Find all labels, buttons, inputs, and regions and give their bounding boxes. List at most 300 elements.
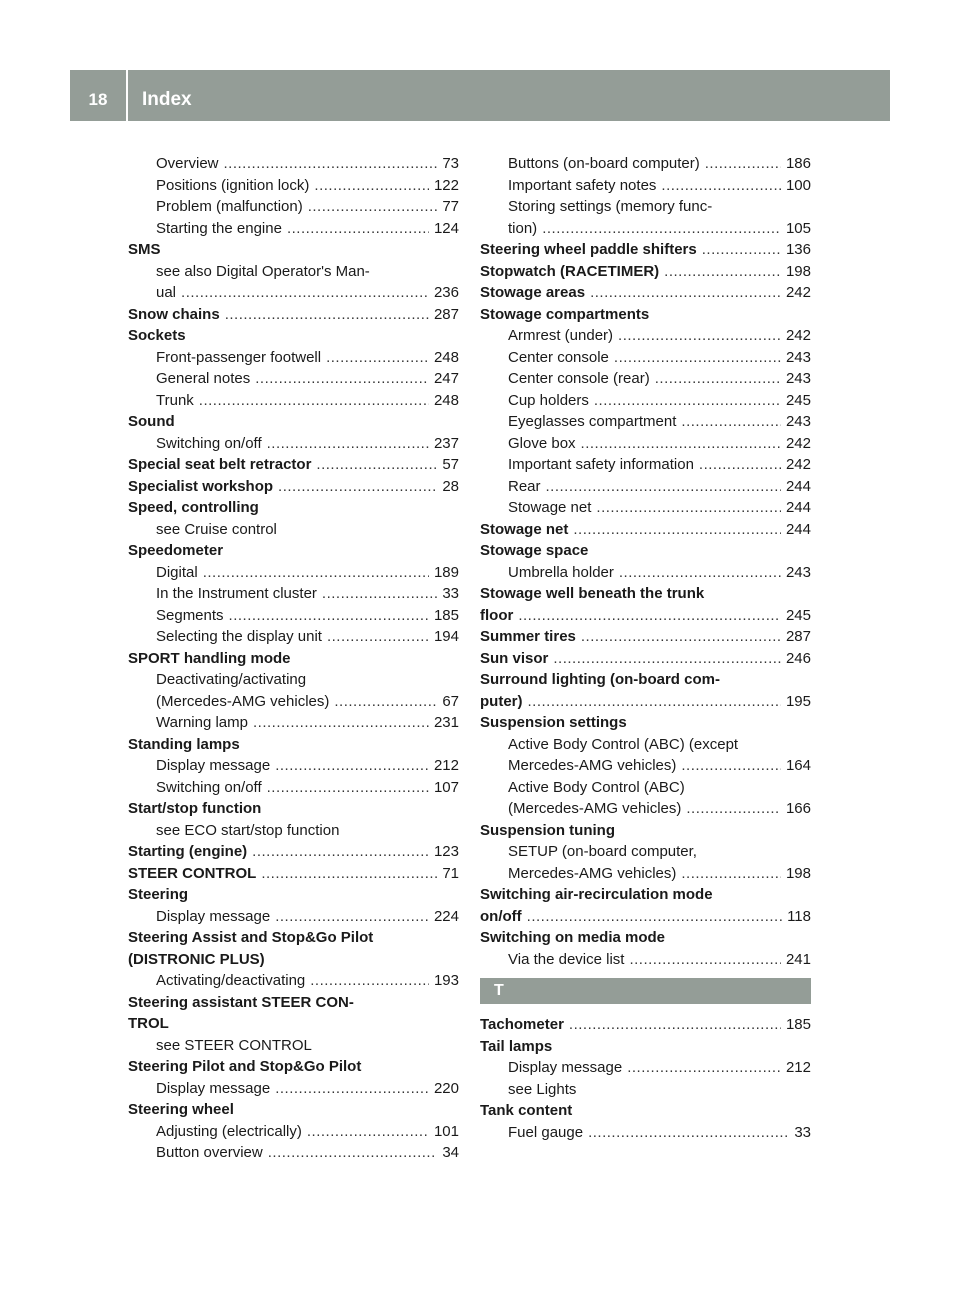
index-heading-stowage-areas: [480, 282, 811, 304]
index-subentry-eyeglasses-compartment: [480, 411, 811, 433]
page-reference: 243: [785, 348, 811, 366]
dot-leader: [569, 1014, 781, 1036]
page-reference: 166: [785, 800, 811, 817]
page-reference: 105: [785, 219, 811, 237]
entry-text: Mercedes-AMG vehicles): [508, 757, 677, 774]
page-reference: 242: [785, 456, 811, 473]
page-reference: 244: [785, 499, 811, 516]
dot-leader: [199, 390, 429, 412]
page-reference: 245: [785, 606, 811, 624]
index-heading-sound: [128, 411, 459, 433]
index-column-right: [480, 153, 811, 1143]
dot-leader: [275, 906, 429, 928]
page-reference: 248: [433, 348, 459, 366]
index-subentry-active-body-control-abc-except: [480, 734, 811, 756]
page-reference: 198: [785, 262, 811, 280]
page-reference: 244: [785, 477, 811, 495]
entry-text: Switching on/off: [156, 778, 262, 796]
header-divider: [126, 70, 128, 121]
entry-text: Starting (engine): [128, 843, 248, 860]
page-reference: 122: [433, 176, 459, 194]
entry-text: Positions (ignition lock): [156, 176, 310, 194]
index-heading-snow-chains: [128, 304, 459, 326]
page-header: [70, 70, 890, 121]
dot-leader: [316, 454, 437, 476]
index-heading-trol: [128, 1013, 459, 1035]
index-heading-speed-controlling: [128, 497, 459, 519]
entry-text: Stowage compartments: [480, 305, 650, 323]
dot-leader: [681, 755, 781, 777]
index-subentry-stowage-net: [480, 497, 811, 519]
index-heading-suspension-tuning: [480, 820, 811, 842]
index-heading-stowage-net: [480, 519, 811, 541]
dot-leader: [310, 970, 429, 992]
entry-text: Display message: [508, 1059, 623, 1076]
dot-leader: [275, 755, 429, 777]
entry-text: Warning lamp: [156, 714, 248, 731]
entry-text: Trunk: [156, 391, 194, 409]
entry-text: Adjusting (electrically): [156, 1122, 302, 1140]
index-heading-steer-control: [128, 863, 459, 885]
page-reference: 248: [433, 391, 459, 409]
index-subentry-rear: [480, 476, 811, 498]
entry-text: Steering: [128, 886, 189, 903]
index-heading-puter: [480, 691, 811, 713]
page-reference: 212: [433, 757, 459, 774]
dot-leader: [681, 411, 781, 433]
entry-text: Armrest (under): [508, 327, 614, 344]
entry-text: Selecting the display unit: [156, 628, 322, 645]
entry-text: Steering Assist and Stop&Go Pilot: [128, 929, 374, 946]
index-subentry-buttons-on-board-computer: [480, 153, 811, 175]
page-reference: 246: [785, 649, 811, 667]
page-reference: 237: [433, 434, 459, 452]
entry-text: Stowage net: [480, 520, 569, 538]
dot-leader: [596, 497, 781, 519]
page-reference: 185: [433, 606, 459, 624]
page-reference: 212: [785, 1059, 811, 1076]
dot-leader: [681, 863, 781, 885]
index-subentry-armrest-under: [480, 325, 811, 347]
page-reference: 34: [442, 1144, 459, 1161]
page-reference: 101: [433, 1122, 459, 1140]
entry-text: Digital: [156, 563, 198, 581]
index-subentry-positions-ignition-lock: [128, 175, 459, 197]
dot-leader: [618, 325, 781, 347]
dot-leader: [229, 605, 429, 627]
page-reference: 71: [442, 864, 459, 882]
dot-leader: [705, 153, 781, 175]
dot-leader: [661, 175, 781, 197]
index-heading-tail-lamps: [480, 1036, 811, 1058]
entry-text: Active Body Control (ABC) (except: [508, 735, 739, 753]
entry-text: STEER CONTROL: [128, 864, 257, 882]
index-heading-steering: [128, 884, 459, 906]
index-subentry-center-console-rear: [480, 368, 811, 390]
index-heading-steering-pilot-and-stop-go-pilot: [128, 1056, 459, 1078]
entry-text: Button overview: [156, 1144, 263, 1161]
page-reference: 73: [442, 155, 459, 172]
index-subentry-setup-on-board-computer: [480, 841, 811, 863]
index-subentry-active-body-control-abc: [480, 777, 811, 799]
entry-text: Front-passenger footwell: [156, 348, 322, 366]
index-subentry-mercedes-amg-vehicles: [480, 863, 811, 885]
index-heading-sun-visor: [480, 648, 811, 670]
dot-leader: [528, 691, 781, 713]
entry-text: Standing lamps: [128, 735, 240, 753]
entry-text: ual: [156, 284, 177, 301]
entry-text: SPORT handling mode: [128, 649, 291, 667]
index-subentry-segments: [128, 605, 459, 627]
index-heading-sport-handling-mode: [128, 648, 459, 670]
index-heading-suspension-settings: [480, 712, 811, 734]
entry-text: Stopwatch (RACETIMER): [480, 262, 660, 280]
index-subentry-selecting-the-display-unit: [128, 626, 459, 648]
index-subentry-display-message: [128, 1078, 459, 1100]
index-heading-special-seat-belt-retractor: [128, 454, 459, 476]
dot-leader: [553, 648, 781, 670]
entry-text: Tail lamps: [480, 1037, 553, 1055]
index-subentry-front-passenger-footwell: [128, 347, 459, 369]
page-reference: 123: [433, 843, 459, 860]
entry-text: Sockets: [128, 327, 186, 344]
entry-text: Steering assistant STEER CON-: [128, 993, 354, 1011]
page-reference: 107: [433, 778, 459, 796]
page-reference: 194: [433, 628, 459, 645]
dot-leader: [614, 347, 781, 369]
index-subentry-see-cruise-control: [128, 519, 459, 541]
entry-text: Stowage areas: [480, 284, 586, 301]
entry-text: Overview: [156, 155, 219, 172]
dot-leader: [629, 949, 781, 971]
index-subentry-ual: [128, 282, 459, 304]
index-subentry-glove-box: [480, 433, 811, 455]
page-reference: 242: [785, 434, 811, 452]
entry-text: Via the device list: [508, 950, 625, 968]
dot-leader: [527, 906, 782, 928]
page-reference: 136: [785, 241, 811, 258]
page-reference: 118: [787, 907, 811, 925]
page-reference: 164: [785, 757, 811, 774]
dot-leader: [518, 605, 781, 627]
entry-text: Storing settings (memory func-: [508, 198, 713, 215]
entry-text: Active Body Control (ABC): [508, 778, 685, 796]
entry-text: Switching air-recirculation mode: [480, 886, 713, 903]
entry-text: see Lights: [508, 1080, 577, 1098]
entry-text: Starting the engine: [156, 219, 282, 237]
page-reference: 236: [433, 284, 459, 301]
entry-text: SETUP (on-board computer,: [508, 843, 697, 860]
entry-text: see STEER CONTROL: [156, 1036, 312, 1054]
entry-text: tion): [508, 219, 538, 237]
entry-text: Steering wheel: [128, 1101, 234, 1118]
entry-text: Cup holders: [508, 391, 589, 409]
page-reference: 243: [785, 413, 811, 430]
index-subentry-cup-holders: [480, 390, 811, 412]
dot-leader: [588, 1122, 789, 1144]
entry-text: Stowage well beneath the trunk: [480, 585, 705, 602]
entry-text: Important safety notes: [508, 176, 657, 194]
dot-leader: [278, 476, 437, 498]
index-subentry-digital: [128, 562, 459, 584]
index-heading-start-stop-function: [128, 798, 459, 820]
entry-text: Center console: [508, 348, 609, 366]
entry-text: Special seat belt retractor: [128, 456, 312, 473]
dot-leader: [581, 626, 781, 648]
index-subentry-important-safety-notes: [480, 175, 811, 197]
index-subentry-activating-deactivating: [128, 970, 459, 992]
dot-leader: [287, 218, 429, 240]
index-subentry-display-message: [480, 1057, 811, 1079]
entry-text: Center console (rear): [508, 370, 650, 387]
entry-text: Activating/deactivating: [156, 972, 306, 989]
entry-text: Start/stop function: [128, 800, 262, 817]
entry-text: on/off: [480, 907, 522, 925]
dot-leader: [314, 175, 429, 197]
dot-leader: [275, 1078, 429, 1100]
entry-text: Umbrella holder: [508, 563, 614, 581]
index-heading-speedometer: [128, 540, 459, 562]
dot-leader: [181, 282, 429, 304]
page-reference: 186: [785, 155, 811, 172]
page-number: 18: [88, 90, 108, 109]
dot-leader: [327, 626, 429, 648]
dot-leader: [590, 282, 781, 304]
index-heading-stowage-compartments: [480, 304, 811, 326]
dot-leader: [581, 433, 781, 455]
page-reference: 224: [433, 907, 459, 925]
entry-text: Rear: [508, 477, 541, 495]
page-reference: 195: [785, 692, 811, 710]
dot-leader: [307, 1121, 429, 1143]
dot-leader: [655, 368, 781, 390]
dot-leader: [702, 239, 781, 261]
index-subentry-important-safety-information: [480, 454, 811, 476]
dot-leader: [594, 390, 781, 412]
dot-leader: [225, 304, 429, 326]
index-subentry-see-also-digital-operator-s-man: [128, 261, 459, 283]
entry-text: Eyeglasses compartment: [508, 413, 677, 430]
dot-leader: [203, 562, 429, 584]
entry-text: see also Digital Operator's Man-: [156, 262, 370, 280]
entry-text: Surround lighting (on-board com-: [480, 671, 720, 688]
dot-leader: [252, 841, 429, 863]
index-subentry-center-console: [480, 347, 811, 369]
dot-leader: [542, 218, 781, 240]
entry-text: General notes: [156, 370, 251, 387]
index-subentry-via-the-device-list: [480, 949, 811, 971]
entry-text: Stowage net: [508, 499, 592, 516]
page-reference: 189: [433, 563, 459, 581]
entry-text: (Mercedes-AMG vehicles): [508, 800, 682, 817]
index-subentry-problem-malfunction: [128, 196, 459, 218]
index-heading-steering-assist-and-stop-go-pilot: [128, 927, 459, 949]
page-reference: 244: [785, 520, 811, 538]
index-heading-on-off: [480, 906, 811, 928]
entry-text: Summer tires: [480, 628, 576, 645]
page-reference: 33: [442, 585, 459, 602]
entry-text: (Mercedes-AMG vehicles): [156, 692, 330, 710]
entry-text: TROL: [128, 1015, 169, 1032]
index-subentry-tion: [480, 218, 811, 240]
index-subentry-see-steer-control: [128, 1035, 459, 1057]
dot-leader: [619, 562, 781, 584]
section-header-t: T: [480, 978, 811, 1004]
dot-leader: [268, 1142, 438, 1164]
index-subentry-mercedes-amg-vehicles: [480, 798, 811, 820]
page-reference: 245: [785, 391, 811, 409]
dot-leader: [255, 368, 429, 390]
index-subentry-display-message: [128, 906, 459, 928]
dot-leader: [267, 433, 429, 455]
index-heading-standing-lamps: [128, 734, 459, 756]
dot-leader: [686, 798, 781, 820]
entry-text: Mercedes-AMG vehicles): [508, 864, 677, 882]
right-column-entries: [480, 153, 811, 970]
entry-text: Segments: [156, 606, 224, 624]
entry-text: Tachometer: [480, 1016, 564, 1033]
page-reference: 124: [433, 219, 459, 237]
index-subentry-button-overview: [128, 1142, 459, 1164]
page-reference: 193: [433, 972, 459, 989]
entry-text: floor: [480, 606, 514, 624]
page-reference: 287: [785, 628, 811, 645]
section-t-entries: [480, 1014, 811, 1143]
entry-text: Sun visor: [480, 649, 549, 667]
dot-leader: [267, 777, 429, 799]
page-reference: 185: [785, 1016, 811, 1033]
index-subentry-overview: [128, 153, 459, 175]
entry-text: Important safety information: [508, 456, 694, 473]
index-column-left: [128, 153, 459, 1164]
dot-leader: [253, 712, 429, 734]
entry-text: Suspension settings: [480, 714, 627, 731]
entry-text: Steering Pilot and Stop&Go Pilot: [128, 1058, 362, 1075]
index-heading-switching-air-recirculation-mode: [480, 884, 811, 906]
dot-leader: [699, 454, 781, 476]
entry-text: (DISTRONIC PLUS): [128, 950, 265, 968]
index-heading-floor: [480, 605, 811, 627]
page-reference: 33: [794, 1123, 811, 1141]
index-heading-steering-wheel-paddle-shifters: [480, 239, 811, 261]
index-heading-distronic-plus: [128, 949, 459, 971]
entry-text: Sound: [128, 413, 175, 430]
dot-leader: [546, 476, 781, 498]
page-reference: 198: [785, 864, 811, 882]
index-subentry-general-notes: [128, 368, 459, 390]
index-heading-steering-assistant-steer-con: [128, 992, 459, 1014]
page-reference: 220: [433, 1079, 459, 1097]
page-reference: 247: [433, 370, 459, 387]
entry-text: Speedometer: [128, 542, 224, 559]
page-reference: 28: [442, 477, 459, 495]
index-heading-sockets: [128, 325, 459, 347]
index-subentry-deactivating-activating: [128, 669, 459, 691]
dot-leader: [334, 691, 437, 713]
index-heading-tachometer: [480, 1014, 811, 1036]
page-reference: 100: [785, 176, 811, 194]
index-heading-stopwatch-racetimer: [480, 261, 811, 283]
entry-text: Speed, controlling: [128, 499, 259, 516]
entry-text: Snow chains: [128, 305, 220, 323]
entry-text: see ECO start/stop function: [156, 821, 340, 839]
dot-leader: [664, 261, 781, 283]
entry-text: Switching on media mode: [480, 929, 666, 946]
entry-text: Deactivating/activating: [156, 671, 307, 688]
index-heading-specialist-workshop: [128, 476, 459, 498]
dot-leader: [308, 196, 438, 218]
index-heading-stowage-well-beneath-the-trunk: [480, 583, 811, 605]
dot-leader: [224, 153, 438, 175]
index-subentry-see-eco-start-stop-function: [128, 820, 459, 842]
index-subentry-storing-settings-memory-func: [480, 196, 811, 218]
index-heading-stowage-space: [480, 540, 811, 562]
entry-text: Display message: [156, 1079, 271, 1097]
entry-text: Suspension tuning: [480, 821, 615, 839]
index-subentry-fuel-gauge: [480, 1122, 811, 1144]
index-heading-steering-wheel: [128, 1099, 459, 1121]
entry-text: Display message: [156, 907, 271, 925]
index-subentry-mercedes-amg-vehicles: [128, 691, 459, 713]
entry-text: puter): [480, 692, 523, 710]
page-reference: 231: [433, 714, 459, 731]
index-subentry-mercedes-amg-vehicles: [480, 755, 811, 777]
index-heading-switching-on-media-mode: [480, 927, 811, 949]
entry-text: Display message: [156, 757, 271, 774]
page-reference: 57: [442, 456, 459, 473]
entry-text: Problem (malfunction): [156, 198, 303, 215]
dot-leader: [627, 1057, 781, 1079]
index-subentry-switching-on-off: [128, 433, 459, 455]
entry-text: Tank content: [480, 1102, 573, 1119]
dot-leader: [322, 583, 437, 605]
page-reference: 243: [785, 370, 811, 387]
entry-text: see Cruise control: [156, 520, 277, 538]
index-heading-sms: [128, 239, 459, 261]
entry-text: Buttons (on-board computer): [508, 155, 700, 172]
entry-text: Glove box: [508, 434, 576, 452]
entry-text: Specialist workshop: [128, 477, 274, 495]
index-heading-surround-lighting-on-board-com: [480, 669, 811, 691]
page-reference: 242: [785, 284, 811, 301]
index-subentry-umbrella-holder: [480, 562, 811, 584]
index-subentry-see-lights: [480, 1079, 811, 1101]
entry-text: Stowage space: [480, 542, 589, 559]
dot-leader: [261, 863, 437, 885]
entry-text: Fuel gauge: [508, 1123, 584, 1141]
index-heading-tank-content: [480, 1100, 811, 1122]
page-reference: 67: [442, 692, 459, 710]
index-subentry-display-message: [128, 755, 459, 777]
index-heading-summer-tires: [480, 626, 811, 648]
entry-text: In the Instrument cluster: [156, 585, 317, 602]
entry-text: Steering wheel paddle shifters: [480, 241, 697, 258]
page-reference: 287: [433, 305, 459, 323]
index-subentry-in-the-instrument-cluster: [128, 583, 459, 605]
dot-leader: [573, 519, 781, 541]
index-heading-starting-engine: [128, 841, 459, 863]
index-subentry-starting-the-engine: [128, 218, 459, 240]
index-subentry-adjusting-electrically: [128, 1121, 459, 1143]
index-subentry-warning-lamp: [128, 712, 459, 734]
page-reference: 242: [785, 327, 811, 344]
page-reference: 243: [785, 563, 811, 581]
dot-leader: [326, 347, 429, 369]
index-subentry-switching-on-off: [128, 777, 459, 799]
page-title: Index: [142, 89, 192, 110]
page-reference: 77: [442, 198, 459, 215]
entry-text: Switching on/off: [156, 434, 262, 452]
